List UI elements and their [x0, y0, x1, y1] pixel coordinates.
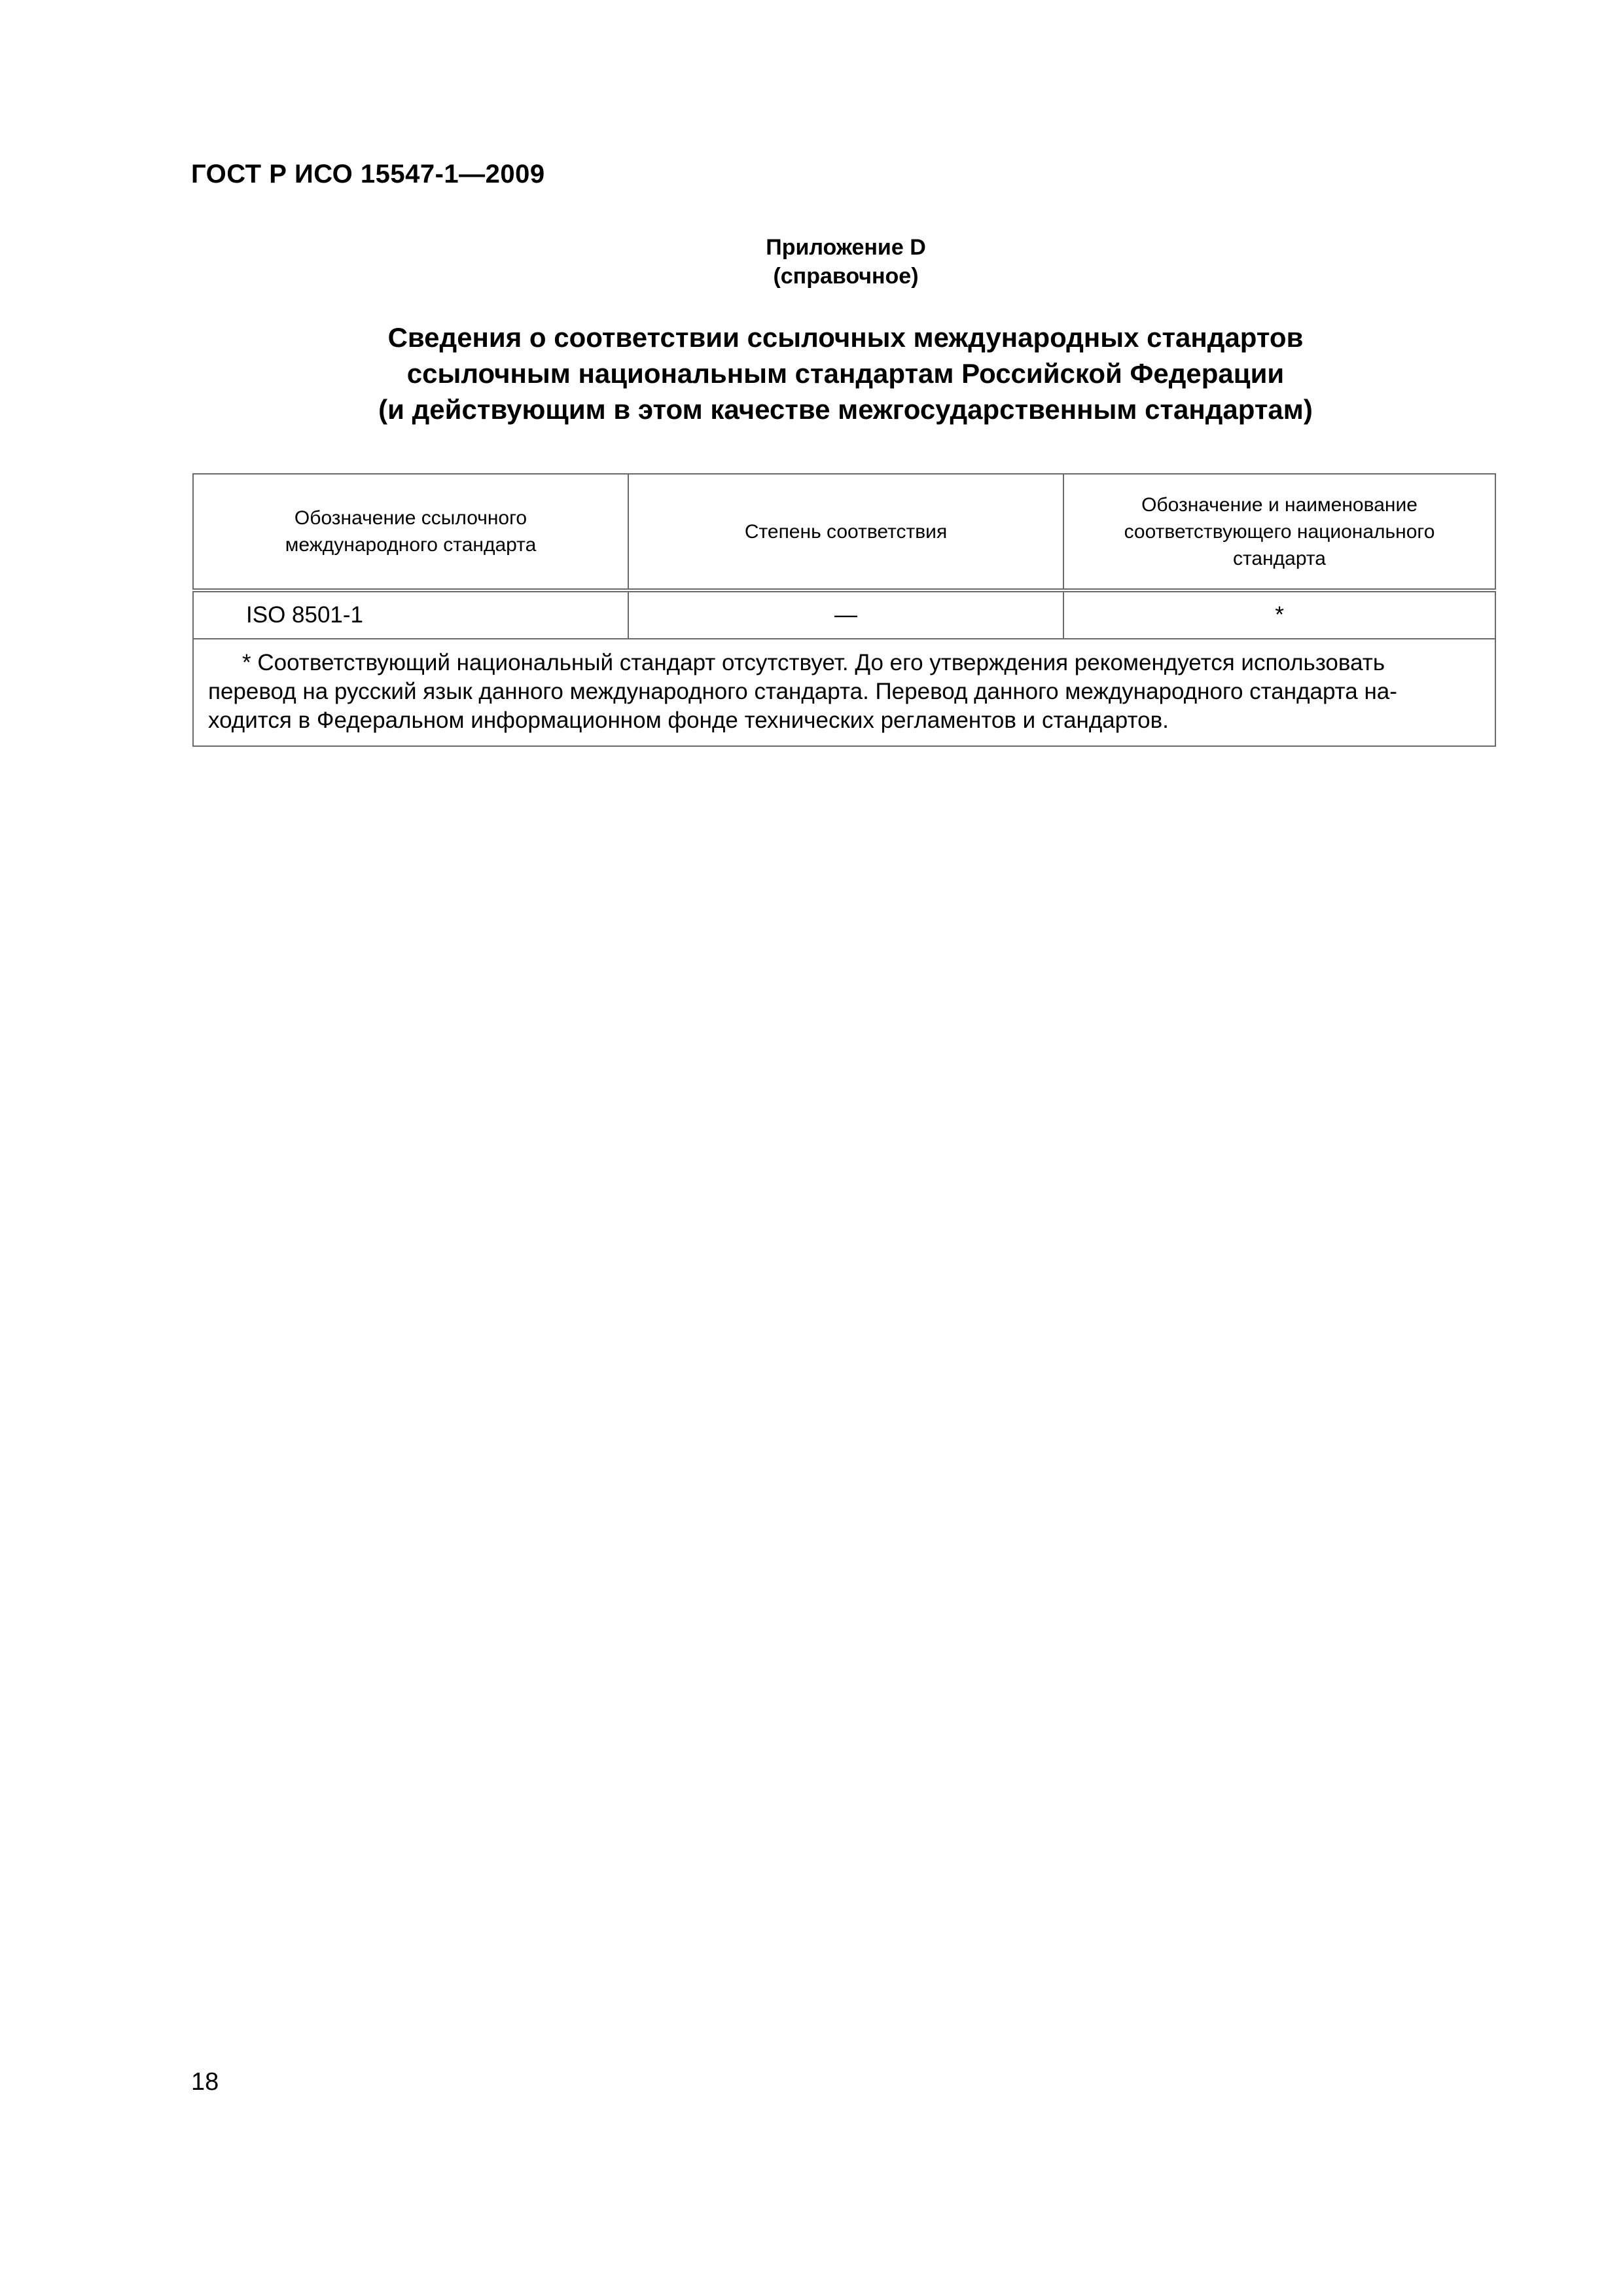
column-header-international-standard: Обозначение ссылочного международного стандарта [193, 474, 628, 590]
page-number: 18 [191, 2068, 219, 2096]
table-footnote-row [193, 639, 1495, 746]
heading-line: ссылочным национальным стандартам Российской Федерации [406, 358, 1285, 389]
section-heading [191, 319, 1500, 427]
appendix-type: (справочное) [773, 264, 919, 289]
correspondence-table [192, 473, 1496, 747]
table-row [193, 590, 1495, 639]
footnote-line: ходится в Федеральном информационном фонде технических регламентов и стандартов. [208, 708, 1169, 733]
footnote-line: * Соответствующий национальный стандарт отсутствует. До его утверждения рекомендуется использовать [242, 650, 1385, 675]
table-cell: * [1063, 590, 1495, 639]
table-footnote [193, 639, 1495, 746]
table-cell: ISO 8501-1 [193, 590, 628, 639]
column-header-national-standard: Обозначение и наименование соответствующего национального стандарта [1063, 474, 1495, 590]
table-header-row [193, 474, 1495, 590]
table-cell: — [628, 590, 1063, 639]
heading-line: (и действующим в этом качестве межгосударственным стандартам) [378, 394, 1313, 425]
appendix-title: Приложение D [766, 235, 926, 260]
footnote-line: перевод на русский язык данного международного стандарта. Перевод данного международного стандарта на- [208, 679, 1397, 704]
column-header-degree-of-correspondence: Степень соответствия [628, 474, 1063, 590]
document-code: ГОСТ Р ИСО 15547-1—2009 [191, 160, 545, 188]
heading-line: Сведения о соответствии ссылочных международных стандартов [387, 322, 1304, 353]
